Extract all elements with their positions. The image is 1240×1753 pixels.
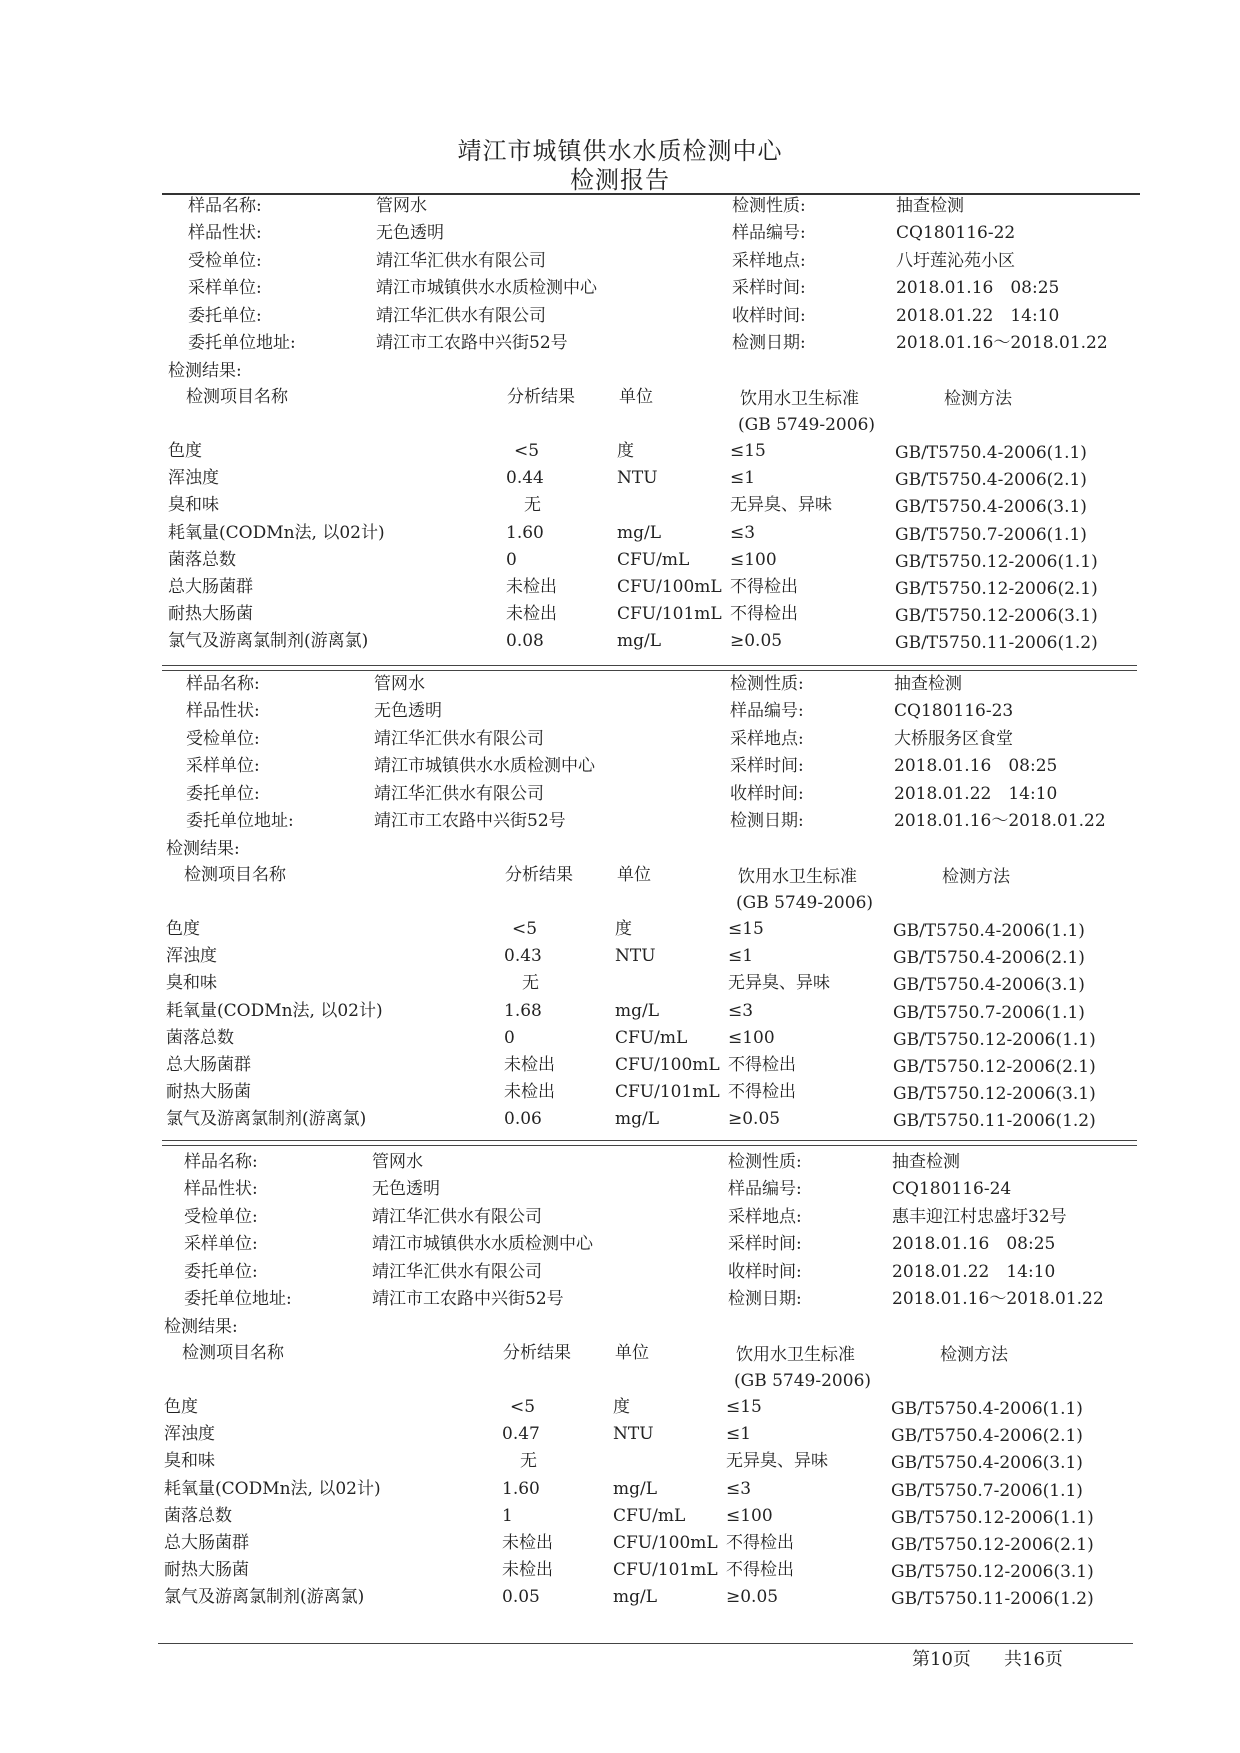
column-header-method: 检测方法 [940,1345,1008,1365]
item-method: GB/T5750.4-2006(2.1) [891,1426,1083,1447]
item-unit: mg/L [617,631,662,652]
page-total: 共16页 [1004,1649,1063,1670]
value-test-nature: 抽查检测 [896,196,964,216]
item-standard: ≤15 [726,1397,762,1417]
item-name: 耗氧量(CODMn法, 以02计) [164,1478,381,1499]
value-client-unit: 靖江华汇供水有限公司 [372,1261,542,1282]
label-sample-no: 样品编号: [732,223,806,244]
item-standard: ≤15 [728,919,764,939]
item-method: GB/T5750.12-2006(2.1) [895,579,1098,599]
item-method: GB/T5750.4-2006(2.1) [895,470,1087,491]
item-result: 0.43 [504,946,542,967]
value-sampling-time: 2018.01.16 08:25 [896,278,1060,299]
item-unit: mg/L [613,1587,658,1608]
label-sampling-site: 采样地点: [730,728,804,749]
footer-rule [158,1643,1133,1644]
label-sampling-site: 采样地点: [732,250,806,271]
item-standard: 不得检出 [730,604,798,625]
value-sample-state: 无色透明 [374,701,442,722]
item-result: 0.44 [506,468,544,489]
label-receive-time: 收样时间: [732,305,806,326]
label-client-address: 委托单位地址: [186,811,294,831]
item-standard: 不得检出 [726,1533,794,1553]
item-standard: 无异臭、异味 [726,1451,828,1472]
item-name: 耐热大肠菌 [166,1082,251,1103]
item-method: GB/T5750.12-2006(2.1) [891,1535,1094,1555]
value-test-date: 2018.01.16～2018.01.22 [896,333,1108,353]
item-name: 菌落总数 [164,1505,232,1526]
item-name: 总大肠菌群 [168,577,253,597]
item-standard: ≥0.05 [726,1587,779,1608]
value-test-nature: 抽查检测 [892,1152,960,1172]
label-sampling-site: 采样地点: [728,1206,802,1227]
results-heading: 检测结果: [166,839,240,859]
item-name: 色度 [166,919,200,939]
item-result: 1.60 [506,522,544,543]
item-method: GB/T5750.7-2006(1.1) [891,1480,1083,1501]
value-sampling-unit: 靖江市城镇供水水质检测中心 [376,278,597,299]
value-sampling-site: 惠丰迎江村忠盛圩32号 [892,1206,1067,1227]
item-name: 耐热大肠菌 [164,1560,249,1581]
label-inspected-unit: 受检单位: [186,728,260,749]
item-method: GB/T5750.4-2006(1.1) [891,1399,1083,1419]
title-rule [162,193,1140,195]
item-unit: CFU/101mL [617,604,722,625]
item-result: 无 [524,495,541,516]
item-name: 色度 [168,441,202,461]
value-sampling-site: 八圩莲沁苑小区 [896,250,1015,271]
item-unit: CFU/101mL [613,1560,718,1581]
item-name: 氯气及游离氯制剂(游离氯) [168,631,369,652]
item-standard: ≤3 [730,522,756,543]
item-name: 浑浊度 [166,946,217,967]
item-result: 1.60 [502,1478,540,1499]
label-test-nature: 检测性质: [732,196,806,216]
value-sample-name: 管网水 [376,196,427,216]
item-name: 菌落总数 [168,549,236,570]
value-sample-no: CQ180116-24 [892,1179,1012,1200]
value-test-date: 2018.01.16～2018.01.22 [894,811,1106,831]
item-result: <5 [512,919,538,939]
item-name: 菌落总数 [166,1027,234,1048]
column-header-unit: 单位 [615,1343,649,1363]
value-client-address: 靖江市工农路中兴街52号 [374,811,566,831]
item-result: 未检出 [506,577,557,597]
item-name: 臭和味 [166,973,217,994]
item-result: <5 [514,441,540,461]
item-method: GB/T5750.12-2006(3.1) [895,606,1098,627]
item-result: 无 [522,973,539,994]
item-unit: 度 [617,441,634,461]
label-sampling-unit: 采样单位: [186,756,260,777]
column-header-method: 检测方法 [942,867,1010,887]
item-result: 1.68 [504,1000,542,1021]
item-method: GB/T5750.12-2006(1.1) [891,1507,1094,1528]
value-sampling-site: 大桥服务区食堂 [894,728,1013,749]
value-inspected-unit: 靖江华汇供水有限公司 [376,250,546,271]
section-divider-2a [162,1140,1137,1141]
label-sample-no: 样品编号: [730,701,804,722]
item-standard: 不得检出 [728,1055,796,1075]
item-result: 0 [506,549,517,570]
label-client-address: 委托单位地址: [184,1289,292,1309]
column-header-item: 检测项目名称 [186,387,288,407]
item-name: 耗氧量(CODMn法, 以02计) [166,1000,383,1021]
item-unit: NTU [613,1424,654,1445]
item-standard: 不得检出 [730,577,798,597]
item-method: GB/T5750.12-2006(3.1) [893,1084,1096,1105]
item-method: GB/T5750.4-2006(3.1) [893,975,1085,996]
value-client-address: 靖江市工农路中兴街52号 [372,1289,564,1309]
item-name: 耐热大肠菌 [168,604,253,625]
item-unit: CFU/mL [617,549,690,570]
item-unit: NTU [615,946,656,967]
column-header-unit: 单位 [617,865,651,885]
item-result: 0 [504,1027,515,1048]
item-standard: 不得检出 [728,1082,796,1103]
item-result: 0.06 [504,1109,542,1130]
item-standard: ≥0.05 [728,1109,781,1130]
column-header-unit: 单位 [619,387,653,407]
item-standard: ≤1 [726,1424,752,1445]
item-method: GB/T5750.11-2006(1.2) [891,1589,1094,1610]
value-sample-name: 管网水 [372,1152,423,1172]
column-header-standard: 饮用水卫生标准 [740,389,859,409]
column-header-result: 分析结果 [503,1343,571,1363]
column-header-standard: 饮用水卫生标准 [736,1345,855,1365]
label-client-unit: 委托单位: [186,783,260,804]
item-method: GB/T5750.4-2006(3.1) [895,497,1087,518]
section-divider-2b [162,1145,1137,1146]
item-standard: ≤100 [728,1027,775,1048]
label-test-date: 检测日期: [730,811,804,831]
value-client-unit: 靖江华汇供水有限公司 [376,305,546,326]
item-unit: CFU/100mL [613,1533,718,1553]
item-method: GB/T5750.11-2006(1.2) [895,633,1098,654]
item-unit: CFU/100mL [615,1055,720,1075]
item-result: 未检出 [502,1560,553,1581]
label-test-nature: 检测性质: [728,1152,802,1172]
item-unit: CFU/mL [615,1027,688,1048]
label-sampling-unit: 采样单位: [188,278,262,299]
label-client-unit: 委托单位: [184,1261,258,1282]
column-header-standard-ref: (GB 5749-2006) [736,893,874,913]
item-method: GB/T5750.11-2006(1.2) [893,1111,1096,1132]
value-test-nature: 抽查检测 [894,674,962,694]
item-unit: 度 [615,919,632,939]
item-standard: ≤1 [728,946,754,967]
item-standard: ≤15 [730,441,766,461]
value-sampling-unit: 靖江市城镇供水水质检测中心 [374,756,595,777]
label-receive-time: 收样时间: [730,783,804,804]
value-client-address: 靖江市工农路中兴街52号 [376,333,568,353]
item-unit: 度 [613,1397,630,1417]
item-unit: mg/L [615,1000,660,1021]
item-method: GB/T5750.12-2006(3.1) [891,1562,1094,1583]
item-method: GB/T5750.12-2006(1.1) [895,551,1098,572]
label-receive-time: 收样时间: [728,1261,802,1282]
section-divider-1b [162,670,1137,671]
item-name: 氯气及游离氯制剂(游离氯) [166,1109,367,1130]
value-inspected-unit: 靖江华汇供水有限公司 [374,728,544,749]
item-unit: mg/L [613,1478,658,1499]
item-name: 色度 [164,1397,198,1417]
label-sample-state: 样品性状: [186,701,260,722]
value-receive-time: 2018.01.22 14:10 [892,1261,1056,1282]
item-standard: ≤3 [728,1000,754,1021]
column-header-standard-ref: (GB 5749-2006) [738,415,876,435]
value-inspected-unit: 靖江华汇供水有限公司 [372,1206,542,1227]
item-result: 无 [520,1451,537,1472]
results-heading: 检测结果: [168,361,242,381]
label-client-address: 委托单位地址: [188,333,296,353]
column-header-item: 检测项目名称 [182,1343,284,1363]
label-sample-name: 样品名称: [188,196,262,216]
column-header-result: 分析结果 [505,865,573,885]
item-unit: CFU/100mL [617,577,722,597]
column-header-method: 检测方法 [944,389,1012,409]
item-name: 浑浊度 [164,1424,215,1445]
item-standard: ≤100 [726,1505,773,1526]
item-name: 总大肠菌群 [164,1533,249,1553]
item-name: 臭和味 [164,1451,215,1472]
item-standard: ≥0.05 [730,631,783,652]
item-unit: mg/L [617,522,662,543]
item-standard: ≤100 [730,549,777,570]
label-sample-state: 样品性状: [188,223,262,244]
label-sampling-time: 采样时间: [728,1234,802,1255]
item-result: 0.08 [506,631,544,652]
item-name: 氯气及游离氯制剂(游离氯) [164,1587,365,1608]
value-receive-time: 2018.01.22 14:10 [896,305,1060,326]
item-standard: 不得检出 [726,1560,794,1581]
item-standard: 无异臭、异味 [728,973,830,994]
column-header-standard-ref: (GB 5749-2006) [734,1371,872,1391]
value-sample-no: CQ180116-22 [896,223,1016,244]
page-number: 第10页 [912,1649,971,1670]
value-client-unit: 靖江华汇供水有限公司 [374,783,544,804]
label-test-date: 检测日期: [728,1289,802,1309]
label-sampling-time: 采样时间: [732,278,806,299]
column-header-standard: 饮用水卫生标准 [738,867,857,887]
value-sampling-time: 2018.01.16 08:25 [892,1234,1056,1255]
label-test-date: 检测日期: [732,333,806,353]
label-test-nature: 检测性质: [730,674,804,694]
label-sampling-unit: 采样单位: [184,1234,258,1255]
item-name: 臭和味 [168,495,219,516]
label-client-unit: 委托单位: [188,305,262,326]
item-method: GB/T5750.7-2006(1.1) [895,524,1087,545]
item-unit: NTU [617,468,658,489]
item-name: 耗氧量(CODMn法, 以02计) [168,522,385,543]
results-heading: 检测结果: [164,1317,238,1337]
item-result: 1 [502,1505,513,1526]
item-unit: CFU/mL [613,1505,686,1526]
value-sample-no: CQ180116-23 [894,701,1014,722]
item-method: GB/T5750.4-2006(1.1) [895,443,1087,463]
item-unit: CFU/101mL [615,1082,720,1103]
item-result: 未检出 [504,1055,555,1075]
label-sample-no: 样品编号: [728,1179,802,1200]
item-name: 总大肠菌群 [166,1055,251,1075]
item-name: 浑浊度 [168,468,219,489]
value-sampling-unit: 靖江市城镇供水水质检测中心 [372,1234,593,1255]
item-method: GB/T5750.4-2006(3.1) [891,1453,1083,1474]
item-result: 未检出 [504,1082,555,1103]
label-sample-state: 样品性状: [184,1179,258,1200]
report-title: 靖江市城镇供水水质检测中心 [457,137,783,165]
item-standard: 无异臭、异味 [730,495,832,516]
item-method: GB/T5750.7-2006(1.1) [893,1002,1085,1023]
item-method: GB/T5750.4-2006(2.1) [893,948,1085,969]
item-method: GB/T5750.12-2006(2.1) [893,1057,1096,1077]
column-header-item: 检测项目名称 [184,865,286,885]
value-receive-time: 2018.01.22 14:10 [894,783,1058,804]
label-inspected-unit: 受检单位: [184,1206,258,1227]
item-method: GB/T5750.4-2006(1.1) [893,921,1085,941]
label-sample-name: 样品名称: [184,1152,258,1172]
item-result: 未检出 [506,604,557,625]
column-header-result: 分析结果 [507,387,575,407]
item-method: GB/T5750.12-2006(1.1) [893,1029,1096,1050]
value-test-date: 2018.01.16～2018.01.22 [892,1289,1104,1309]
label-inspected-unit: 受检单位: [188,250,262,271]
item-unit: mg/L [615,1109,660,1130]
report-subtitle: 检测报告 [570,166,670,194]
item-result: 0.47 [502,1424,540,1445]
item-result: 0.05 [502,1587,540,1608]
item-standard: ≤3 [726,1478,752,1499]
value-sample-name: 管网水 [374,674,425,694]
value-sample-state: 无色透明 [376,223,444,244]
label-sampling-time: 采样时间: [730,756,804,777]
item-result: <5 [510,1397,536,1417]
section-divider-1a [162,665,1137,666]
value-sample-state: 无色透明 [372,1179,440,1200]
label-sample-name: 样品名称: [186,674,260,694]
item-result: 未检出 [502,1533,553,1553]
item-standard: ≤1 [730,468,756,489]
value-sampling-time: 2018.01.16 08:25 [894,756,1058,777]
